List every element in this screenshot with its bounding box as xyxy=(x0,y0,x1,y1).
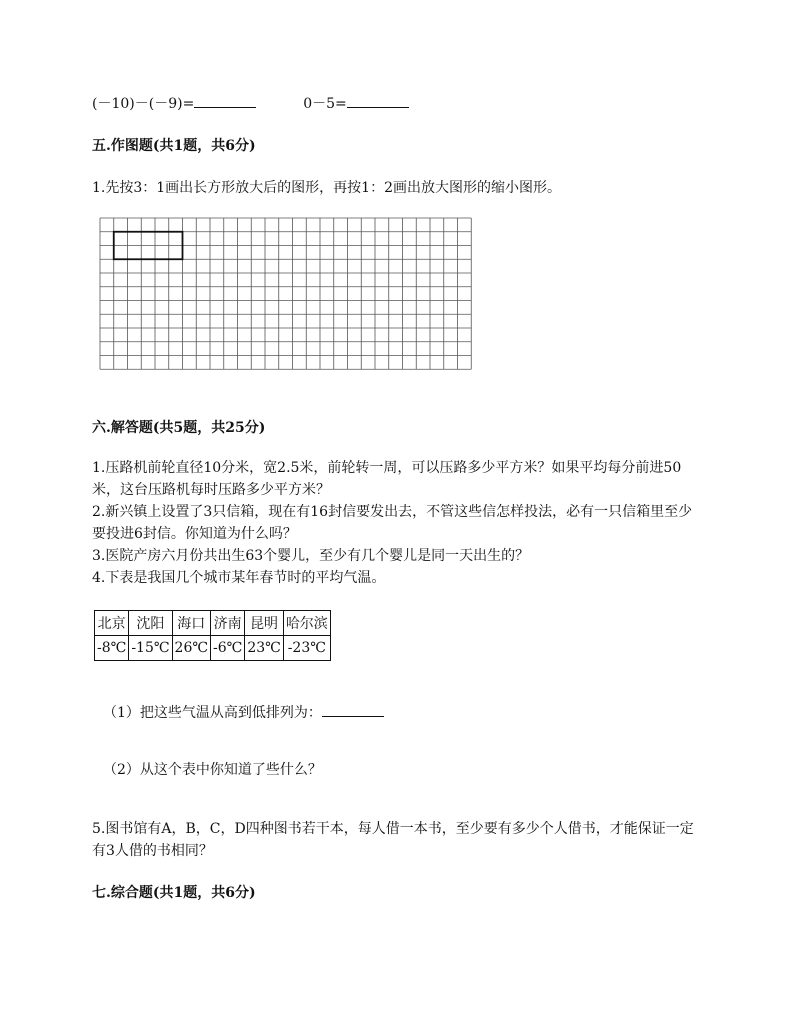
expression-2: 0－5= xyxy=(303,96,347,112)
city-cell: 济南 xyxy=(211,611,245,636)
city-cell: 北京 xyxy=(95,611,129,636)
sub-question-1 xyxy=(103,704,384,722)
temp-cell: -8℃ xyxy=(95,636,129,661)
temp-cell: -23℃ xyxy=(283,636,330,661)
answer-blank-1[interactable] xyxy=(194,95,256,108)
section-6-questions xyxy=(92,457,702,589)
temp-cell: -6℃ xyxy=(211,636,245,661)
expression-1: (－10)－(－9)= xyxy=(92,96,195,112)
section-7-heading: 七.综合题(共1题，共6分) xyxy=(92,885,256,901)
sub-question-1-text: （1）把这些气温从高到低排列为： xyxy=(103,705,322,721)
section-6-heading: 六.解答题(共5题，共25分) xyxy=(92,420,266,436)
top-expression-row xyxy=(92,95,409,113)
question-1: 1.压路机前轮直径10分米，宽2.5米，前轮转一周，可以压路多少平方米？如果平均每分前进50米，这台压路机每时压路多少平方米？ xyxy=(92,460,682,498)
temperature-row xyxy=(95,636,331,661)
city-cell: 沈阳 xyxy=(129,611,172,636)
question-2: 2.新兴镇上设置了3只信箱，现在有16封信要发出去，不管这些信怎样投法，必有一只信箱里至少要投进6封信。你知道为什么吗？ xyxy=(92,504,693,542)
city-cell: 昆明 xyxy=(245,611,283,636)
temp-cell: 23℃ xyxy=(245,636,283,661)
drawing-grid[interactable] xyxy=(99,217,473,378)
question-5: 5.图书馆有A，B，C，D四种图书若干本，每人借一本书，至少要有多少个人借书，才能保证一定有3人借的书相同？ xyxy=(92,821,694,859)
section-5-question: 1.先按3：1画出长方形放大后的图形，再按1：2画出放大图形的缩小图形。 xyxy=(92,180,561,196)
city-cell: 哈尔滨 xyxy=(283,611,330,636)
city-row xyxy=(95,611,331,636)
temperature-table xyxy=(94,610,331,661)
question-4: 4.下表是我国几个城市某年春节时的平均气温。 xyxy=(92,570,386,586)
temp-cell: 26℃ xyxy=(172,636,210,661)
sub-question-2: （2）从这个表中你知道了些什么？ xyxy=(103,762,322,778)
question-3: 3.医院产房六月份共出生63个婴儿，至少有几个婴儿是同一天出生的？ xyxy=(92,548,530,564)
section-5-heading: 五.作图题(共1题，共6分) xyxy=(92,138,256,154)
answer-blank-3[interactable] xyxy=(322,704,384,717)
answer-blank-2[interactable] xyxy=(347,95,409,108)
grid-svg xyxy=(99,217,473,374)
temp-cell: -15℃ xyxy=(129,636,172,661)
city-cell: 海口 xyxy=(172,611,210,636)
